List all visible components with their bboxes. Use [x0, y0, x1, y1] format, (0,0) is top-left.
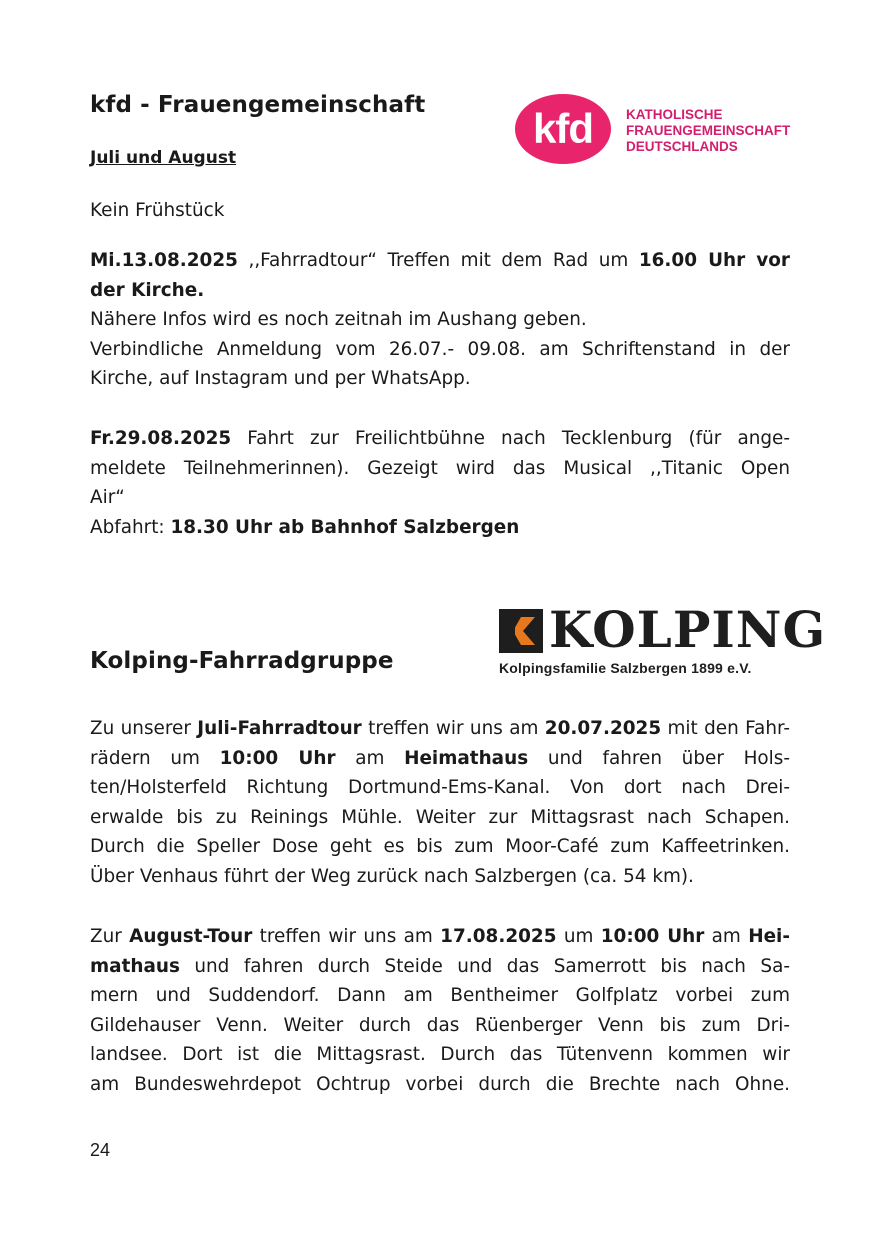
- kfd-logo-mark: kfd: [515, 94, 611, 164]
- kfd-event-2: Fr.29.08.2025 Fahrt zur Freilichtbühne nach Tecklenburg (für ange- meldete Teilnehmerinnen). Gezeigt wird das Musical ,,Titanic Open Air“ Abfahrt: 18.30 Uhr ab Bahnhof Salzbergen: [90, 428, 790, 538]
- kolping-logo: [495, 600, 827, 684]
- kfd-subtitle: Juli und August: [90, 148, 237, 168]
- kolping-logo-subline: Kolpingsfamilie Salzbergen 1899 e.V.: [499, 660, 752, 676]
- kolping-logo-wordmark: KOLPING: [549, 600, 827, 659]
- page-number: 24: [90, 1140, 111, 1160]
- kfd-logo: [500, 90, 810, 172]
- kolping-title: Kolping-Fahrradgruppe: [90, 648, 394, 674]
- kfd-event-1: Mi.13.08.2025 ,,Fahrradtour“ Treffen mit dem Rad um 16.00 Uhr vor der Kirche. Nähere Infos wird es noch zeitnah im Aushang geben. Verbindliche Anmeldung vom 26.07.- 09.08. am Schriftenstand in der Kirche, auf Instagram und per WhatsApp.: [90, 250, 790, 389]
- kolping-paragraph-2: Zur August-Tour treffen wir uns am 17.08.2025 um 10:00 Uhr am Hei- mathaus und fahren durch Steide und das Samerrott bis nach Sa- mern und Suddendorf. Dann am Bentheimer Golfplatz vorbei zum Gildehauser Venn. Weiter durch das Rüenberger Venn bis zum Dri- landsee. Dort ist die Mittagsrast. Durch das Tütenvenn kommen wir am Bundeswehrdepot Ochtrup vorbei durch die Brechte nach Ohne.: [90, 926, 790, 1095]
- kfd-no-breakfast: Kein Frühstück: [90, 200, 225, 221]
- kolping-k-icon: [499, 609, 543, 653]
- kfd-title: kfd - Frauengemeinschaft: [90, 92, 426, 118]
- kolping-paragraph-1: Zu unserer Juli-Fahrradtour treffen wir uns am 20.07.2025 mit den Fahr- rädern um 10:00 Uhr am Heimathaus und fahren über Hols- ten/Holsterfeld Richtung Dortmund-Ems-Kanal. Von dort nach Drei- erwalde bis zu Reinings Mühle. Weiter zur Mittagsrast nach Schapen. Durch die Speller Dose geht es bis zum Moor-Café zum Kaffeetrinken. Über Venhaus führt der Weg zurück nach Salzbergen (ca. 54 km).: [90, 718, 790, 887]
- kolping-k-square-icon: [499, 609, 543, 653]
- kfd-logo-text: KATHOLISCHE FRAUENGEMEINSCHAFT DEUTSCHLANDS: [626, 107, 791, 154]
